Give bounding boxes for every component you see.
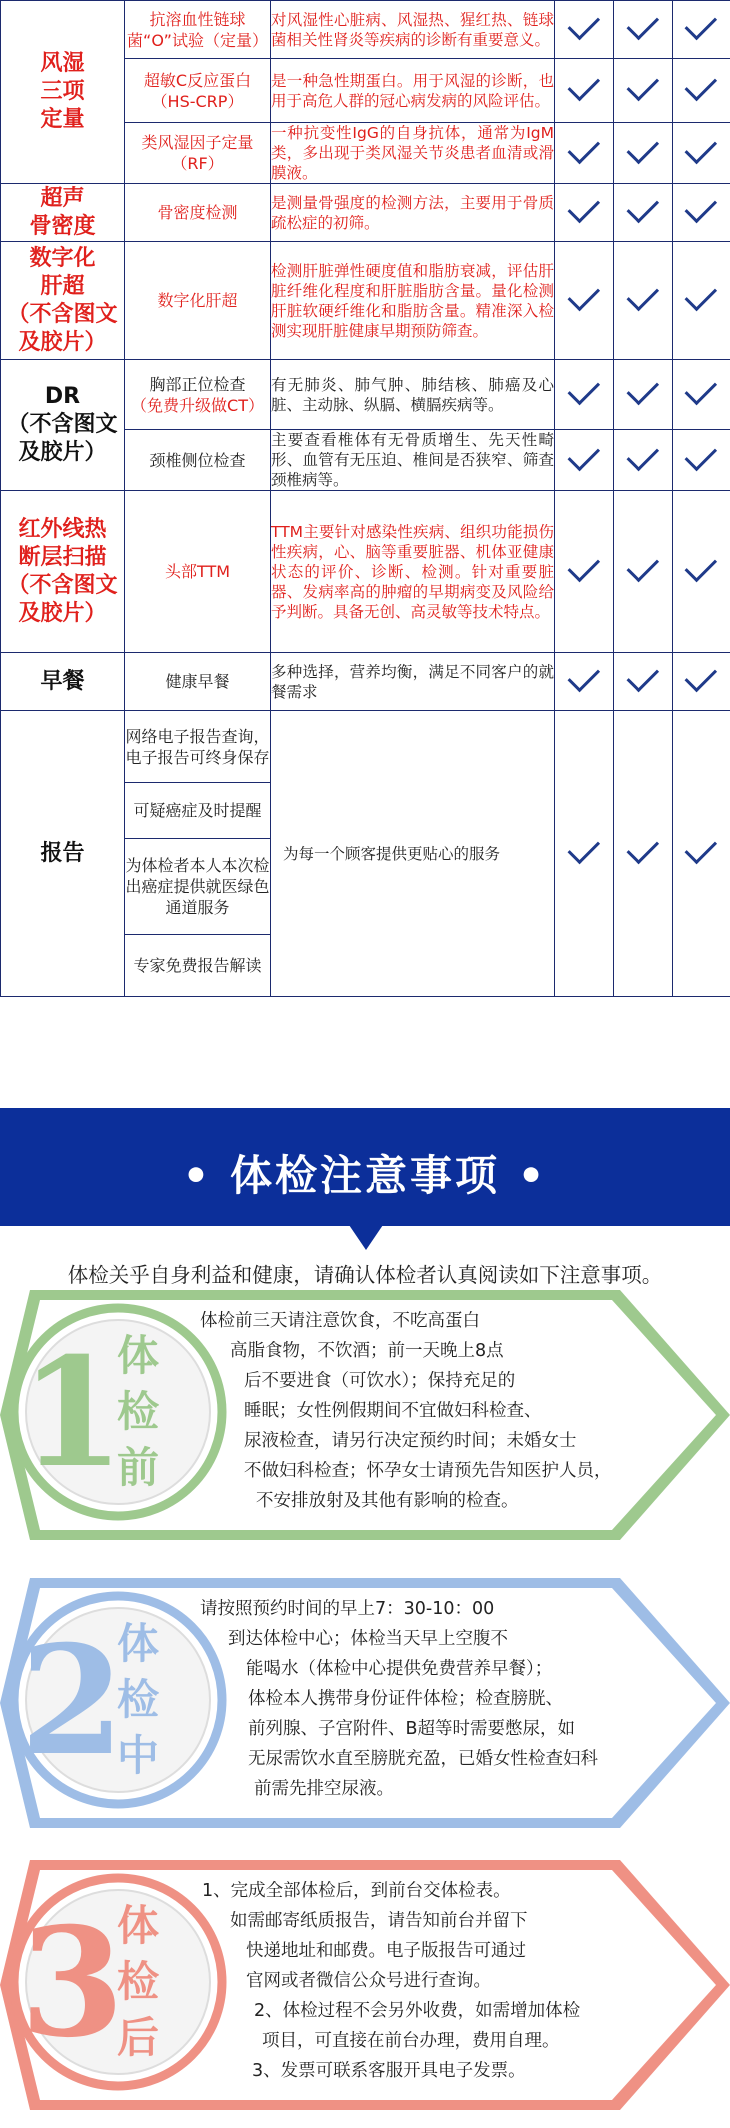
check-cell bbox=[614, 184, 673, 242]
step-text bbox=[0, 1306, 700, 1516]
item-name: 骨密度检测 bbox=[157, 203, 238, 222]
table-row bbox=[1, 491, 730, 653]
check-icon bbox=[567, 8, 600, 41]
step-text-line: 不安排放射及其他有影响的检查。 bbox=[256, 1491, 519, 1511]
check-icon bbox=[626, 279, 659, 312]
check-cell bbox=[673, 711, 730, 997]
description-cell: 一种抗变性IgG的自身抗体，通常为IgM类，多出现于类风湿关节炎患者血清或滑膜液。 bbox=[271, 124, 554, 182]
check-cell bbox=[555, 360, 614, 430]
check-icon bbox=[567, 550, 600, 583]
step-text-line: 如需邮寄纸质报告，请告知前台并留下 bbox=[230, 1911, 528, 1931]
check-icon bbox=[685, 550, 718, 583]
check-cell bbox=[673, 242, 730, 360]
item-cell bbox=[125, 653, 271, 711]
description-cell: 为每一个顾客提供更贴心的服务 bbox=[271, 711, 555, 997]
check-cell bbox=[555, 653, 614, 711]
step-text bbox=[0, 1876, 700, 2086]
step-text-line: 到达体检中心；体检当天早上空腹不 bbox=[228, 1629, 508, 1649]
check-icon bbox=[567, 438, 600, 471]
category-cell: 超声 骨密度 bbox=[1, 184, 125, 242]
item-upgrade-note: （免费升级做CT） bbox=[131, 395, 264, 415]
item-name: 头部TTM bbox=[164, 562, 231, 581]
check-cell bbox=[555, 711, 614, 997]
package-items-table bbox=[0, 0, 730, 997]
description-cell: 多种选择，营养均衡，满足不同客户的就餐需求 bbox=[271, 653, 555, 711]
step-text-line: 前列腺、子宫附件、B超等时需要憋尿，如 bbox=[248, 1719, 576, 1739]
description-cell: 对风湿性心脏病、风湿热、猩红热、链球菌相关性肾炎等疾病的诊断有重要意义。 bbox=[271, 1, 555, 59]
notice-step-3 bbox=[0, 1860, 730, 2110]
step-text-line: 前需先排空尿液。 bbox=[254, 1779, 394, 1799]
item-name: 数字化肝超 bbox=[157, 291, 238, 310]
step-number: 1 bbox=[20, 1325, 125, 1501]
step-text-line: 高脂食物，不饮酒；前一天晚上8点 bbox=[230, 1341, 504, 1361]
step-text-line: 体检前三天请注意饮食，不吃高蛋白 bbox=[200, 1311, 480, 1331]
item-cell bbox=[125, 491, 271, 653]
report-service-item: 网络电子报告查询，电子报告可终身保存 bbox=[125, 711, 271, 783]
check-icon bbox=[685, 279, 718, 312]
check-icon bbox=[626, 832, 659, 865]
notice-step-1 bbox=[0, 1290, 730, 1540]
check-icon bbox=[685, 69, 718, 102]
step-text-line: 1、完成全部体检后，到前台交体检表。 bbox=[202, 1881, 511, 1901]
table-row bbox=[1, 653, 730, 711]
check-icon bbox=[567, 279, 600, 312]
report-service-item: 专家免费报告解读 bbox=[125, 935, 271, 997]
notice-step-2 bbox=[0, 1578, 730, 1828]
description-cell: 主要查看椎体有无骨质增生、先天性畸形、血管有无压迫、椎间是否狭窄、筛查颈椎病等。 bbox=[271, 431, 554, 489]
check-icon bbox=[567, 832, 600, 865]
check-icon bbox=[685, 438, 718, 471]
item-name: 抗溶血性链球菌“O”试验（定量） bbox=[127, 9, 268, 50]
check-icon bbox=[626, 660, 659, 693]
check-cell bbox=[673, 184, 730, 242]
check-cell bbox=[614, 491, 673, 653]
notice-banner-title: • 体检注意事项 • bbox=[182, 1151, 548, 1200]
check-icon bbox=[567, 660, 600, 693]
check-cell bbox=[555, 1, 614, 59]
check-cell bbox=[614, 360, 673, 430]
check-icon bbox=[685, 660, 718, 693]
category-cell: DR （不含图文 及胶片） bbox=[1, 360, 125, 491]
check-cell bbox=[673, 1, 730, 59]
category-cell: 风湿 三项 定量 bbox=[1, 1, 125, 184]
check-icon bbox=[685, 8, 718, 41]
banner-pointer bbox=[347, 1222, 385, 1250]
check-cell bbox=[673, 430, 730, 491]
step-label: 体检后 bbox=[116, 1901, 159, 2062]
step-text-line: 3、发票可联系客服开具电子发票。 bbox=[252, 2061, 526, 2081]
category-cell: 报告 bbox=[1, 711, 125, 997]
item-name: 类风湿因子定量（RF） bbox=[141, 133, 254, 173]
check-cell bbox=[614, 59, 673, 123]
item-cell bbox=[125, 59, 271, 123]
check-icon bbox=[685, 191, 718, 224]
check-cell bbox=[614, 242, 673, 360]
check-icon bbox=[626, 191, 659, 224]
step-number: 2 bbox=[20, 1613, 125, 1789]
check-icon bbox=[626, 550, 659, 583]
check-cell bbox=[614, 430, 673, 491]
check-cell bbox=[555, 59, 614, 123]
check-cell bbox=[614, 711, 673, 997]
category-cell: 早餐 bbox=[1, 653, 125, 711]
item-name: 胸部正位检查 bbox=[149, 374, 246, 394]
check-icon bbox=[685, 832, 718, 865]
check-cell bbox=[555, 123, 614, 184]
table-row bbox=[1, 242, 730, 360]
description-cell: 是一种急性期蛋白。用于风湿的诊断，也用于高危人群的冠心病发病的风险评估。 bbox=[271, 59, 555, 123]
item-name: 超敏C反应蛋白（HS-CRP） bbox=[143, 70, 252, 111]
check-cell bbox=[555, 491, 614, 653]
item-name: 颈椎侧位检查 bbox=[149, 450, 246, 470]
check-icon bbox=[567, 131, 600, 164]
item-cell bbox=[125, 1, 271, 59]
step-text-line: 无尿需饮水直至膀胱充盈，已婚女性检查妇科 bbox=[248, 1749, 598, 1769]
step-text-line: 能喝水（体检中心提供免费营养早餐）； bbox=[246, 1659, 553, 1679]
check-icon bbox=[567, 191, 600, 224]
step-text-line: 快递地址和邮费。电子版报告可通过 bbox=[246, 1941, 526, 1961]
check-cell bbox=[614, 123, 673, 184]
check-icon bbox=[567, 373, 600, 406]
check-cell bbox=[673, 653, 730, 711]
check-cell bbox=[614, 653, 673, 711]
check-icon bbox=[685, 131, 718, 164]
description-cell: 有无肺炎、肺气肿、肺结核、肺癌及心脏、主动脉、纵膈、横膈疾病等。 bbox=[271, 360, 555, 430]
check-cell bbox=[673, 59, 730, 123]
table-row bbox=[1, 184, 730, 242]
step-label: 体检前 bbox=[116, 1331, 159, 1492]
notice-intro: 体检关乎自身利益和健康，请确认体检者认真阅读如下注意事项。 bbox=[67, 1263, 663, 1287]
item-name: 健康早餐 bbox=[165, 672, 230, 691]
category-cell: 红外线热 断层扫描 （不含图文 及胶片） bbox=[1, 491, 125, 653]
step-text-line: 2、体检过程不会另外收费，如需增加体检 bbox=[254, 2001, 581, 2021]
step-text-line: 尿液检查，请另行决定预约时间；未婚女士 bbox=[244, 1431, 577, 1451]
check-cell bbox=[673, 360, 730, 430]
description-cell: TTM主要针对感染性疾病、组织功能损伤性疾病，心、脑等重要脏器、机体亚健康状态的评价、诊断、检测。针对重要脏器、发病率高的肿瘤的早期病变及风险给予判断。具备无创、高灵敏等技术特点。 bbox=[271, 491, 555, 653]
check-icon bbox=[626, 8, 659, 41]
step-text-line: 不做妇科检查；怀孕女士请预先告知医护人员， bbox=[244, 1461, 612, 1481]
check-cell bbox=[614, 1, 673, 59]
item-cell bbox=[125, 184, 271, 242]
step-label: 体检中 bbox=[116, 1619, 159, 1780]
item-cell bbox=[125, 430, 271, 491]
step-text-line: 请按照预约时间的早上7：30-10：00 bbox=[200, 1599, 495, 1619]
table-row bbox=[1, 360, 730, 430]
description-cell: 检测肝脏弹性硬度值和脂肪衰减，评估肝脏纤维化程度和肝脏脂肪含量。量化检测肝脏软硬纤维化和脂肪含量。精准深入检测实现肝脏健康早期预防筛查。 bbox=[271, 242, 555, 360]
step-text-line: 体检本人携带身份证件体检；检查膀胱、 bbox=[248, 1689, 563, 1709]
check-cell bbox=[673, 491, 730, 653]
check-icon bbox=[626, 131, 659, 164]
report-service-item: 为体检者本人本次检出癌症提供就医绿色通道服务 bbox=[125, 839, 271, 935]
step-text-line: 后不要进食（可饮水）；保持充足的 bbox=[244, 1371, 516, 1391]
description-cell: 是测量骨强度的检测方法，主要用于骨质疏松症的初筛。 bbox=[271, 184, 555, 242]
report-service-item: 可疑癌症及时提醒 bbox=[125, 783, 271, 839]
check-icon bbox=[626, 69, 659, 102]
step-number: 3 bbox=[20, 1895, 125, 2071]
step-text-line: 官网或者微信公众号进行查询。 bbox=[246, 1971, 491, 1991]
item-cell bbox=[125, 242, 271, 360]
table-row bbox=[1, 1, 730, 59]
item-cell bbox=[125, 123, 271, 184]
step-text-line: 项目，可直接在前台办理，费用自理。 bbox=[262, 2031, 560, 2051]
check-cell bbox=[555, 430, 614, 491]
category-cell: 数字化 肝超 （不含图文 及胶片） bbox=[1, 242, 125, 360]
table-row bbox=[1, 711, 730, 783]
item-cell bbox=[125, 360, 271, 430]
step-text-line: 睡眠；女性例假期间不宜做妇科检查、 bbox=[244, 1401, 542, 1421]
check-cell bbox=[555, 184, 614, 242]
check-icon bbox=[567, 69, 600, 102]
check-icon bbox=[626, 373, 659, 406]
step-text bbox=[0, 1594, 700, 1804]
check-cell bbox=[555, 242, 614, 360]
check-icon bbox=[685, 373, 718, 406]
check-icon bbox=[626, 438, 659, 471]
check-cell bbox=[673, 123, 730, 184]
